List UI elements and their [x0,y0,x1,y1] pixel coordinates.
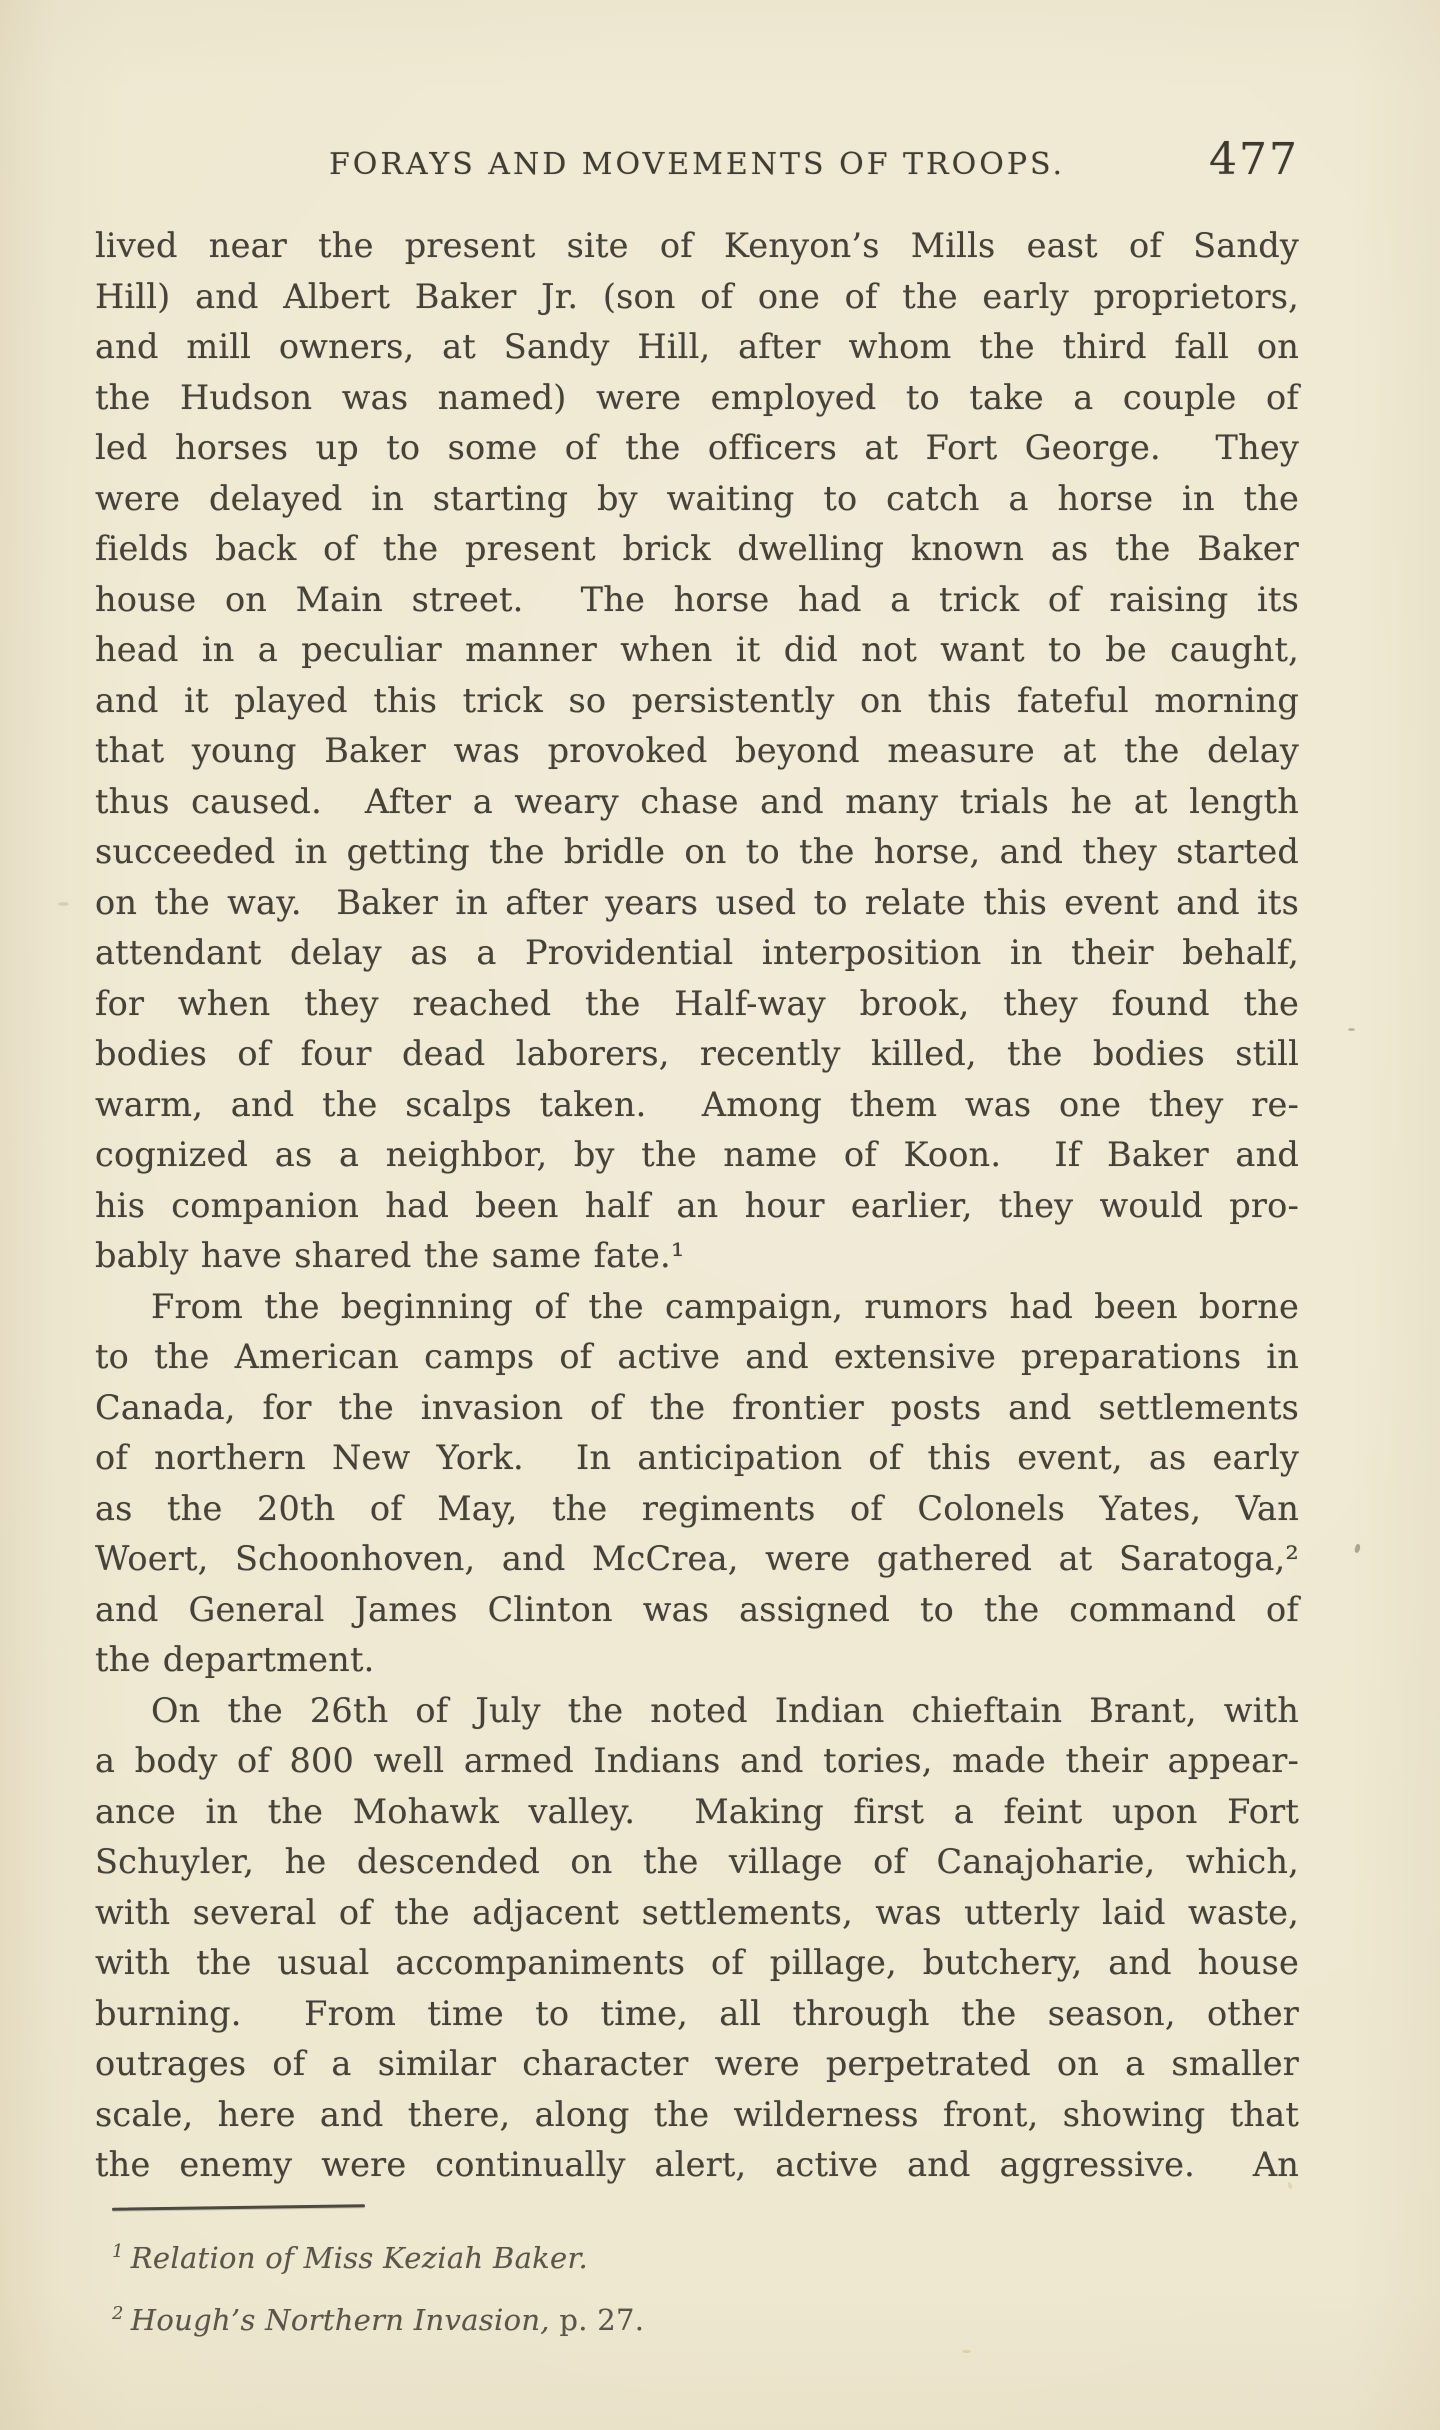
text-line: succeeded in getting the bridle on to the horse, and they started [95,832,1299,871]
text-line: bodies of four dead laborers, recently killed, the bodies still [95,1034,1299,1073]
text-line: as the 20th of May, the regiments of Colonels Yates, Van [95,1488,1299,1528]
text-line: with the usual accompaniments of pillage, butchery, and house [95,1943,1299,1982]
text-line: fields back of the present brick dwelling known as the Baker [95,529,1299,568]
text-line: the department. [95,1640,375,1679]
paper-speck [1354,1543,1362,1553]
footnote-rule [112,2204,365,2211]
paragraph [95,1686,1299,2191]
text-line: Hill) and Albert Baker Jr. (son of one of the early proprietors, [95,276,1299,316]
running-header [95,134,1299,185]
footnote-text: Relation of Miss Keziah Baker. [130,2241,588,2275]
text-line: scale, here and there, along the wilderness front, showing that [95,2094,1299,2134]
text-line: of northern New York. In anticipation of this event, as early [95,1438,1299,1477]
text-line: his companion had been half an hour earlier, they would pro- [95,1185,1299,1225]
page-title: FORAYS AND MOVEMENTS OF TROOPS. [328,147,1066,182]
paper-speck [1348,1028,1355,1031]
paragraph [95,1282,1299,1686]
text-line: bably have shared the same fate.¹ [95,1236,685,1275]
text-line: burning. From time to time, all through the season, other [95,1993,1299,2033]
text-line: lived near the present site of Kenyon’s Mills east of Sandy [95,226,1299,265]
text-line: Schuyler, he descended on the village of Canajoharie, which, [95,1842,1299,1881]
text-line: that young Baker was provoked beyond measure at the delay [95,731,1299,770]
footnote-marker: 2 [112,2303,124,2324]
footnote-text: Hough’s Northern Invasion, [130,2303,550,2337]
text-line: with several of the adjacent settlements, was utterly laid waste, [95,1892,1299,1932]
text-line: cognized as a neighbor, by the name of Koon. If Baker and [95,1135,1299,1174]
text-line: a body of 800 well armed Indians and tories, made their appear- [95,1741,1299,1780]
paper-speck [58,902,69,906]
text-line: and mill owners, at Sandy Hill, after whom the third fall on [95,327,1299,366]
text-line: On the 26th of July the noted Indian chieftain Brant, with [151,1690,1299,1730]
footnote [112,2224,1212,2286]
text-line: led horses up to some of the officers at Fort George. They [95,428,1299,467]
text-line: for when they reached the Half-way brook, they found the [95,983,1299,1023]
paragraph [95,221,1299,1282]
text-line: and General James Clinton was assigned to the command of [95,1589,1299,1629]
page-body [95,221,1299,2191]
text-line: Woert, Schoonhoven, and McCrea, were gathered at Saratoga,² [95,1539,1299,1578]
text-line: outrages of a similar character were perpetrated on a smaller [95,2044,1299,2083]
footnote [112,2286,1212,2348]
text-line: and it played this trick so persistently on this fateful morning [95,680,1299,720]
footnote-text-roman: p. 27. [549,2303,645,2337]
page-number: 477 [1209,134,1299,185]
text-line: house on Main street. The horse had a trick of raising its [95,579,1299,619]
text-line: warm, and the scalps taken. Among them was one they re- [95,1084,1299,1124]
text-line: to the American camps of active and extensive preparations in [95,1337,1299,1376]
text-line: head in a peculiar manner when it did not want to be caught, [95,630,1299,669]
text-line: thus caused. After a weary chase and many trials he at length [95,781,1299,821]
text-line: the enemy were continually alert, active and aggressive. An [95,2145,1299,2184]
footnote-marker: 1 [112,2241,124,2262]
footnotes [112,2224,1212,2348]
text-line: on the way. Baker in after years used to relate this event and its [95,882,1299,922]
text-line: the Hudson was named) were employed to take a couple of [95,377,1299,417]
text-line: Canada, for the invasion of the frontier posts and settlements [95,1387,1299,1427]
text-line: ance in the Mohawk valley. Making first a feint upon Fort [95,1791,1299,1831]
text-line: From the beginning of the campaign, rumors had been borne [151,1286,1299,1326]
paper-speck [962,2350,971,2353]
text-line: attendant delay as a Providential interposition in their behalf, [95,933,1299,972]
text-line: were delayed in starting by waiting to catch a horse in the [95,478,1299,518]
